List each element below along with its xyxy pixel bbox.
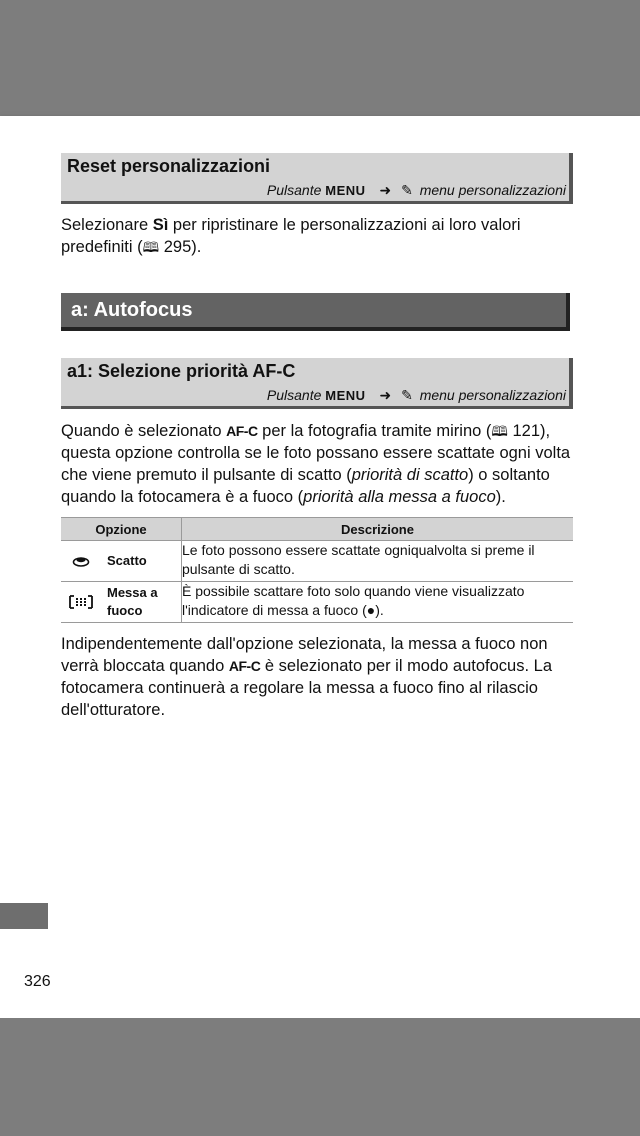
section-title: Reset personalizzazioni — [67, 156, 271, 176]
top-bar — [0, 0, 640, 116]
chapter-title: a: Autofocus — [71, 299, 193, 321]
menu-keyword: MENU — [325, 183, 366, 198]
emphasis: priorità di scatto — [351, 466, 469, 484]
text: è selezionato per il modo autofocus. La fotocamera continuerà a regolare la messa a fuoco fino al rilascio dell'otturatore. — [61, 657, 552, 719]
emphasis: priorità alla messa a fuoco — [303, 488, 496, 506]
release-priority-icon — [61, 555, 101, 567]
text: ) o soltanto quando la fotocamera è a fuoco ( — [61, 466, 550, 506]
options-table — [61, 517, 573, 623]
keyword-si: Sì — [152, 216, 169, 234]
afc-keyword: AF-C — [228, 658, 261, 674]
text: Selezionare — [61, 216, 153, 234]
option-cell — [61, 582, 182, 623]
section-header-reset — [61, 153, 573, 204]
path-prefix: Pulsante — [266, 182, 322, 198]
pencil-icon: ✎ — [401, 182, 413, 198]
section-header-a1 — [61, 358, 573, 409]
text: Quando è selezionato — [61, 422, 227, 440]
path-suffix: menu personalizzazioni — [419, 182, 566, 198]
option-label: Messa a fuoco — [107, 585, 158, 618]
afc-keyword: AF-C — [226, 423, 258, 439]
a1-paragraph — [61, 420, 573, 508]
section-title: a1: Selezione priorità AF-C — [67, 361, 296, 381]
menu-path — [61, 179, 569, 201]
menu-keyword: MENU — [325, 388, 366, 403]
book-icon: 🕮 — [491, 423, 508, 439]
table-row — [61, 541, 573, 582]
description-cell: Le foto possono essere scattate ogniqualvolta si preme il pulsante di scatto. — [182, 541, 574, 582]
pencil-icon: ✎ — [401, 387, 413, 403]
page-number: 326 — [24, 973, 51, 990]
chapter-header — [61, 293, 570, 331]
text: Indipendentemente dall'opzione selezionata, la messa a fuoco non verrà bloccata quando — [61, 635, 548, 675]
footer-paragraph — [61, 633, 573, 721]
page-ref-link[interactable]: 121), questa opzione controlla se le foto possano essere scattate ogni volta che viene premuto il pulsante di scatto ( — [61, 422, 571, 484]
text: per ripristinare le personalizzazioni ai loro valori predefiniti ( — [61, 216, 521, 256]
focus-priority-icon — [61, 594, 101, 610]
header-description: Descrizione — [182, 518, 574, 541]
page-ref-link[interactable]: 295). — [159, 238, 202, 256]
option-label: Scatto — [107, 553, 147, 568]
menu-path — [61, 384, 569, 406]
arrow-icon: ➜ — [379, 182, 392, 198]
arrow-icon: ➜ — [379, 387, 392, 403]
header-option: Opzione — [61, 518, 182, 541]
table-header-row — [61, 518, 573, 541]
text: per la fotografia tramite mirino ( — [257, 422, 492, 440]
bottom-bar — [0, 1018, 640, 1136]
reset-paragraph — [61, 214, 573, 258]
description-cell: È possibile scattare foto solo quando viene visualizzato l'indicatore di messa a fuoco (●). — [182, 582, 574, 623]
book-icon: 🕮 — [142, 239, 160, 255]
text: ). — [495, 488, 506, 506]
chapter-side-tab[interactable] — [0, 903, 48, 929]
path-suffix: menu personalizzazioni — [419, 387, 566, 403]
table-row — [61, 582, 573, 623]
option-cell — [61, 541, 182, 582]
path-prefix: Pulsante — [266, 387, 322, 403]
